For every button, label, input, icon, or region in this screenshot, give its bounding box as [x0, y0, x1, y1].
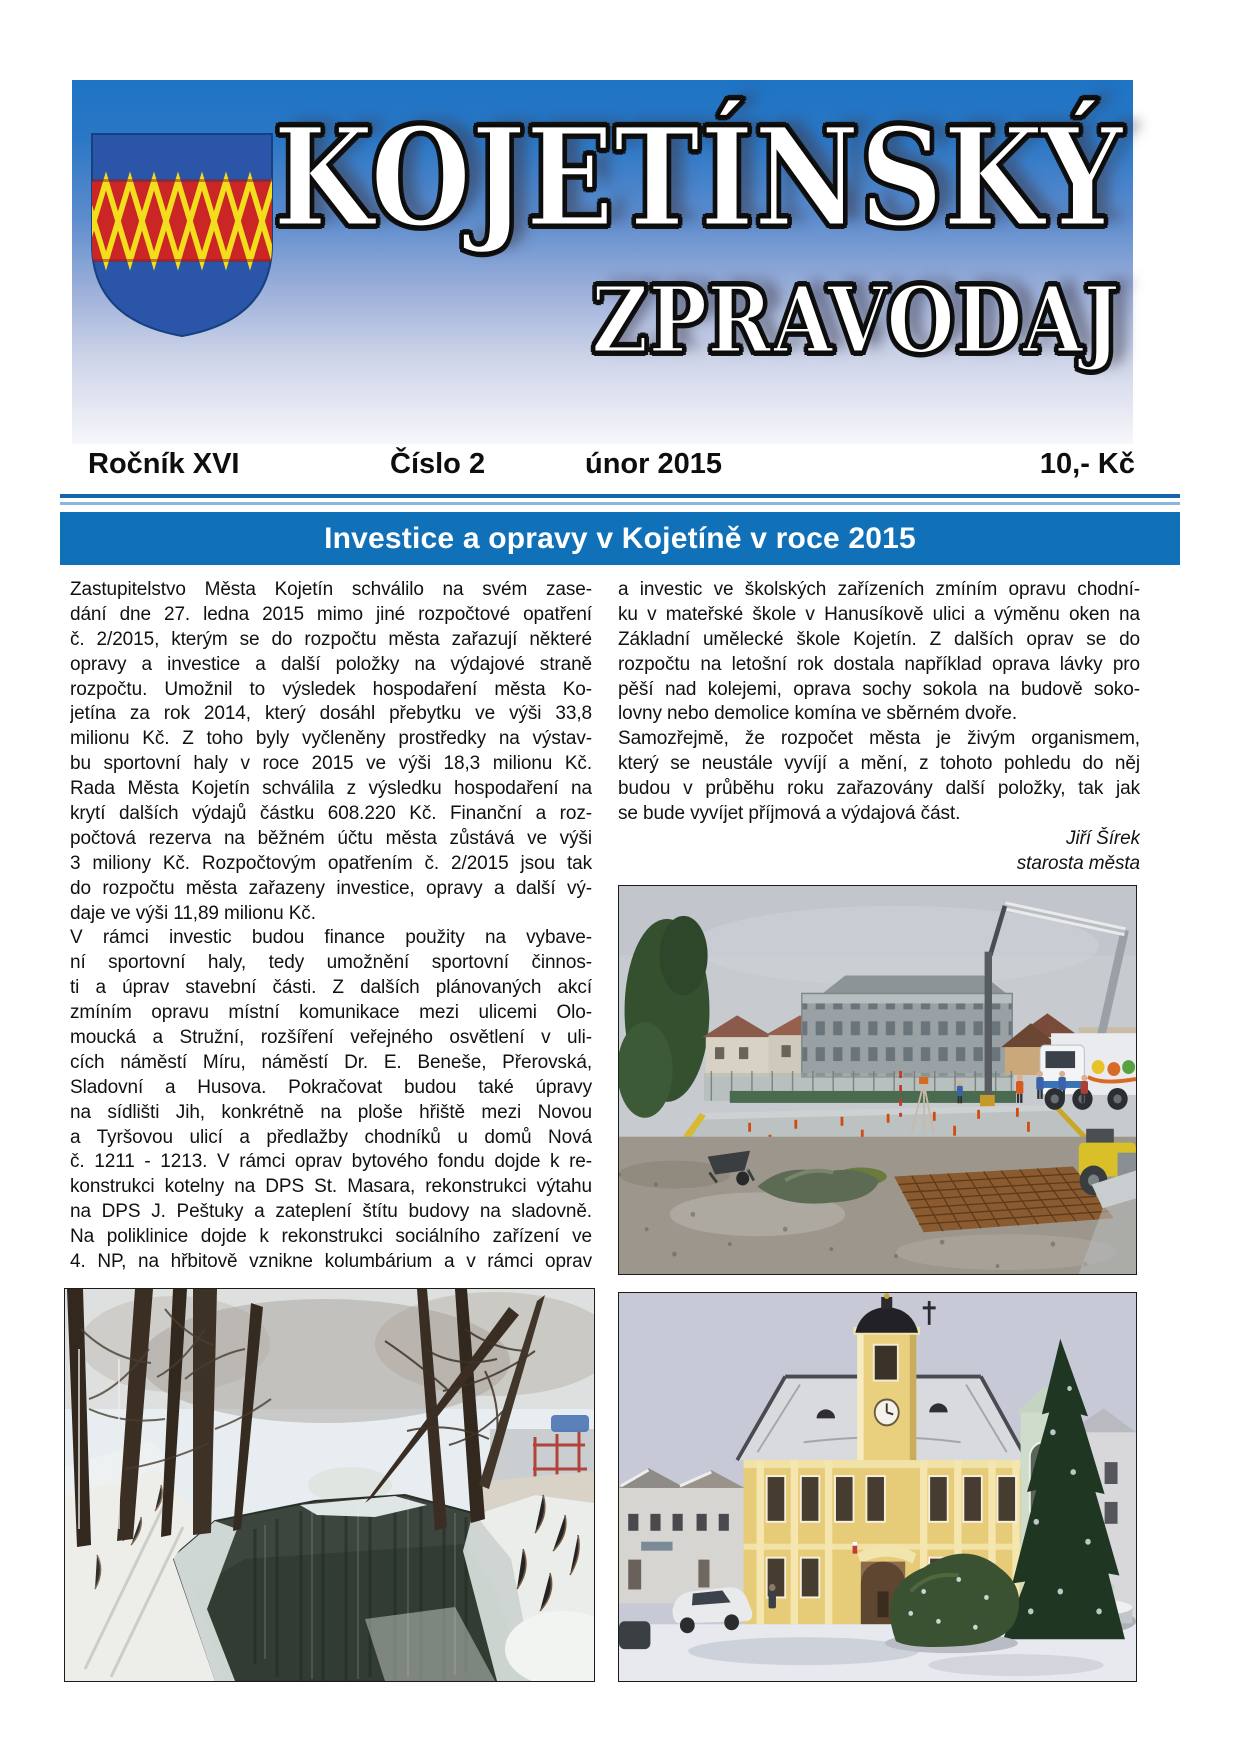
- text-line: Jiří Šírek: [1066, 827, 1140, 849]
- article-right-column: [618, 578, 1140, 877]
- text-line: 4. NP, na hřbitově vznikne kolumbárium a v rámci oprav: [70, 1251, 592, 1273]
- volume-label: Ročník XVI: [88, 448, 240, 480]
- text-line: se bude vyvíjet příjmová a výdajová část.: [618, 803, 961, 825]
- text-line: č. 2/2015, kterým se do rozpočtu města zařazují některé: [70, 628, 592, 650]
- river-water: [173, 1495, 535, 1681]
- text-line: jetína za rok 2014, který dosáhl přebytku ve výši 33,8: [70, 703, 592, 725]
- text-line: milionu Kč. Z toho byly vyčleněny prostředky na výstav-: [70, 728, 592, 750]
- text-line: Základní umělecké škole Kojetín. Z dalších oprav se do: [618, 628, 1140, 650]
- text-line: na sídlišti Jih, konkrétně na ploše hřiště mezi Novou: [70, 1101, 592, 1123]
- river-photo: [64, 1288, 595, 1682]
- text-line: bu sportovní haly v roce 2015 ve výši 18,3 milionu Kč.: [70, 753, 592, 775]
- text-line: pěší nad kolejemi, oprava sochy sokola na budově soko-: [618, 678, 1140, 700]
- text-line: rozpočtu na letošní rok dostala například oprava lávky pro: [618, 653, 1140, 675]
- text-line: ní sportovní haly, tedy umožnění sportovní činnos-: [70, 952, 592, 974]
- pedestrian: [769, 1584, 776, 1608]
- newsletter-subtitle: ZPRAVODAJ: [591, 266, 1120, 374]
- dark-car: [619, 1621, 650, 1649]
- text-line: který se neustále vyvíjí a mění, z tohoto pohledu do něj: [618, 753, 1140, 775]
- text-line: daje ve výši 11,89 milionu Kč.: [70, 902, 316, 924]
- text-line: Rada Města Kojetín schválila z výsledku hospodaření na: [70, 778, 592, 800]
- divider-rule-dark: [60, 494, 1180, 498]
- construction-photo: [618, 885, 1137, 1275]
- street-houses: [619, 1468, 745, 1603]
- issue-date: únor 2015: [585, 448, 722, 480]
- issue-price: 10,- Kč: [1039, 448, 1135, 480]
- text-line: Na poliklinice dojde k rekonstrukci sociálního zařízení ve: [70, 1226, 592, 1248]
- masthead: [72, 80, 1133, 444]
- divider-rule-light: [60, 502, 1180, 505]
- text-line: ti a úprav stavební části. Z dalších plánovaných akcí: [70, 977, 592, 999]
- text-line: cích náměstí Míru, náměstí Dr. E. Beneše, Přerovská,: [70, 1051, 592, 1073]
- issue-number: Číslo 2: [390, 448, 486, 480]
- text-line: zmíním opravu místní komunikace mezi ulicemi Olo-: [70, 1002, 592, 1024]
- text-line: Samozřejmě, že rozpočet města je živým organismem,: [618, 728, 1140, 750]
- text-line: dání dne 27. ledna 2015 mimo jiné rozpočtové opatření: [70, 603, 592, 625]
- background-building: [802, 976, 1012, 1077]
- text-line: Zastupitelstvo Města Kojetín schválilo na svém zase-: [70, 579, 592, 600]
- concrete-pump-truck: [1040, 1033, 1136, 1110]
- text-line: a investic ve školských zařízeních zmíním opravu chodní-: [618, 579, 1140, 600]
- text-line: moucká a Stružní, rozšíření veřejného osvětlení v uli-: [70, 1027, 592, 1049]
- text-line: Sladovní a Husova. Pokračovat budou také úpravy: [70, 1076, 592, 1098]
- text-line: opravy a investice a další položky na výdajové straně: [70, 653, 592, 675]
- text-line: lovny nebo demolice komína ve sběrném dvoře.: [618, 703, 1018, 725]
- article-headline: Investice a opravy v Kojetíně v roce 2015: [324, 521, 916, 555]
- text-line: rozpočtu. Umožnil to výsledek hospodaření města Ko-: [70, 678, 592, 700]
- text-line: č. 1211 - 1213. V rámci oprav bytového fondu dojde k re-: [70, 1151, 592, 1173]
- issue-info-row: [62, 444, 1140, 484]
- text-line: ku v mateřské škole v Hanusíkově ulici a výměnu oken na: [618, 603, 1140, 625]
- text-line: počtová rezerva na běžném účtu města zůstává ve výši: [70, 827, 592, 849]
- kojetin-coat-of-arms: [90, 132, 274, 338]
- text-line: konstrukci kotelny na DPS St. Masara, rekonstrukci výtahu: [70, 1176, 592, 1198]
- text-line: do rozpočtu města zařazeny investice, opravy a další vý-: [70, 877, 592, 899]
- text-line: starosta města: [1016, 852, 1140, 874]
- text-line: budou v průběhu roku zařazovány další položky, tak jak: [618, 778, 1140, 800]
- text-line: V rámci investic budou finance použity na vybave-: [70, 927, 592, 949]
- headline-bar: [60, 512, 1180, 565]
- newsletter-title: KOJETÍNSKÝ: [272, 98, 1123, 258]
- town-hall-photo: [618, 1292, 1137, 1682]
- town-hall-tower: [853, 1293, 919, 1462]
- article-left-column: [70, 578, 592, 1275]
- text-line: na DPS J. Peštuky a zateplení štítu budovy na sladovně.: [70, 1201, 592, 1223]
- text-line: a Tyršovou ulicí a předlažby chodníků u domů Nová: [70, 1126, 592, 1148]
- text-line: 3 miliony Kč. Rozpočtovým opatřením č. 2/2015 jsou tak: [70, 852, 592, 874]
- text-line: krytí dalších výdajů částku 608.220 Kč. Finanční a roz-: [70, 803, 592, 825]
